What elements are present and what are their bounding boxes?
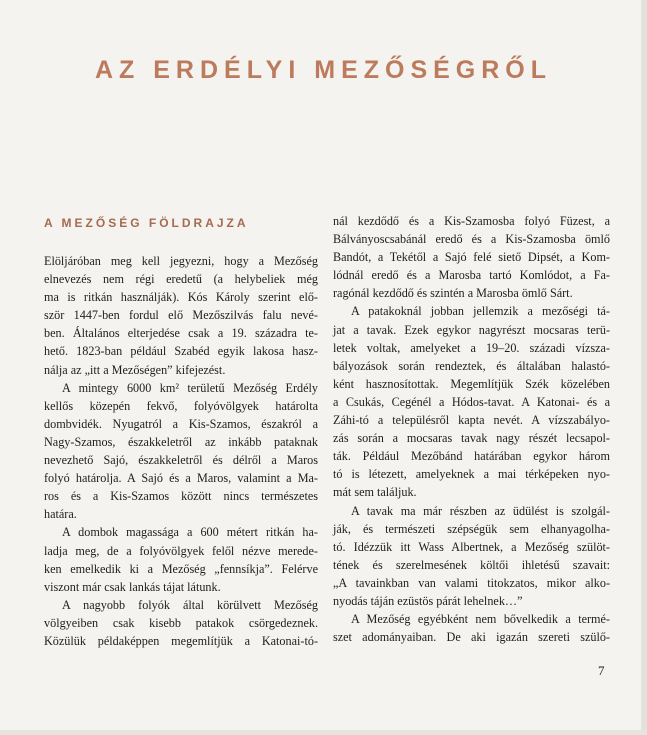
text-line: ták. Például Mezőbánd határában egykor három — [333, 449, 610, 464]
text-line: Bálványoscsabánál eredő és a Kis-Szamosba ömlő — [333, 232, 610, 247]
text-line: folyó határolja. A Sajó és a Maros, valamint a Ma- — [44, 471, 318, 486]
text-line: ben. Általános elterjedése csak a 19. századra te- — [44, 326, 318, 341]
text-line: dombvidék. Nyugatról a Kis-Szamos, északról a — [44, 416, 318, 431]
page-edge-shadow-right — [641, 0, 647, 735]
page-number: 7 — [598, 663, 605, 678]
page-edge-shadow-bottom — [0, 730, 647, 735]
left-column — [44, 212, 318, 650]
text-line: A patakoknál jobban jellemzik a mezőségi tá- — [351, 304, 610, 319]
text-line: mát sem találjuk. — [333, 485, 417, 500]
text-line: ják, és természeti szépségük sem elhanyagolha- — [333, 521, 610, 536]
text-line: bályozások során rendeztek, és általában halastó- — [333, 358, 610, 373]
text-line: A mintegy 6000 km² területű Mezőség Erdély — [62, 380, 318, 395]
text-line: nyodás táján ezüstös párát lehelnek…” — [333, 593, 523, 608]
text-line: Közülük példaképpen megemlítjük a Katonai-tó- — [44, 633, 318, 648]
text-line: ros és a Kis-Szamos között nincs természetes — [44, 489, 318, 504]
text-line: letek voltak, amelyeket a 19–20. századi vízsza- — [333, 340, 610, 355]
chapter-title: AZ ERDÉLYI MEZŐSÉGRŐL — [94, 56, 553, 84]
text-line: ször 1447-ben fordul elő Mezőszilvás falu nevé- — [44, 308, 318, 323]
text-line: ma is ritkán használják). Kós Károly szerint elő- — [44, 290, 318, 305]
text-line: a Csukás, Cegénél a Hódos-tavat. A Katonai- és a — [333, 394, 610, 409]
text-line: zás során a mocsaras tavak nagy részét lecsapol- — [333, 431, 610, 446]
text-line: hető. 1823-ban például Szabéd egyik lakosa hasz- — [44, 344, 318, 359]
text-line: ken emelkedik ki a Mezőség „fennsíkja”. Felérve — [44, 561, 318, 576]
section-heading: A MEZŐSÉG FÖLDRAJZA — [44, 216, 249, 230]
text-line: A nagyobb folyók által körülvett Mezőség — [62, 597, 318, 612]
text-line: ként hasznosítottak. Megemlítjük Szék közelében — [333, 376, 610, 391]
text-line: viszont már csak lankás tájat látunk. — [44, 579, 221, 594]
text-line: ladja meg, de a folyóvölgyek felől nézve merede- — [44, 543, 318, 558]
text-line: Bandót, a Tekétől a Sajó felé siető Dipsét, a Kom- — [333, 250, 610, 265]
text-line: tó is létezett, amelyeknek a mai térképeken nyo- — [333, 467, 610, 482]
text-line: Záhi-tó a településről kapta nevét. A vízszabályo- — [333, 413, 610, 428]
right-column-text — [333, 212, 610, 646]
text-line: Nagy-Szamos, északkeletről az inkább pataknak — [44, 434, 318, 449]
text-line: elnevezés nem régi eredetű (a helybeliek még — [44, 272, 318, 287]
text-line: nál kezdődő és a Kis-Szamosba folyó Füzest, a — [333, 214, 610, 228]
text-line: völgyeiben csak kisebb patakok csörgedeznek. — [44, 615, 318, 630]
text-line: ragónál kezdődő és szintén a Marosba ömlő Sárt. — [333, 286, 573, 301]
text-line: A Mezőség egyébként nem bővelkedik a termé- — [351, 612, 610, 627]
right-column — [333, 212, 610, 646]
text-line: tó. Idézzük itt Wass Albertnek, a Mezőség szülöt- — [333, 539, 610, 554]
text-line: határa. — [44, 507, 77, 522]
text-line: „A tavainkban van valami titokzatos, mikor alko- — [333, 575, 610, 590]
text-line: tének és szerelmesének költői ihletésű szavait: — [333, 557, 610, 572]
text-line: Elöljáróban meg kell jegyezni, hogy a Mezőség — [44, 254, 318, 268]
text-line: jat a tavak. Ezek egykor nagyrészt mocsaras terü- — [333, 322, 610, 337]
text-line: szet adományaiban. De aki igazán szereti szülő- — [333, 630, 610, 645]
text-line: A tavak ma már részben az üdülést is szolgál- — [351, 503, 610, 518]
text-line: nálja az „itt a Mezőségen” kifejezést. — [44, 362, 226, 377]
text-line: nevezhető Sajó, északkeletről és délről a Maros — [44, 453, 318, 468]
left-column-text — [44, 252, 318, 650]
text-line: lódnál eredő és a Marosba tartó Komlódot, a Fa- — [333, 268, 610, 283]
text-line: kellős közepén fekvő, folyóvölgyek határolta — [44, 398, 318, 413]
text-line: A dombok magassága a 600 métert ritkán ha- — [62, 525, 318, 540]
